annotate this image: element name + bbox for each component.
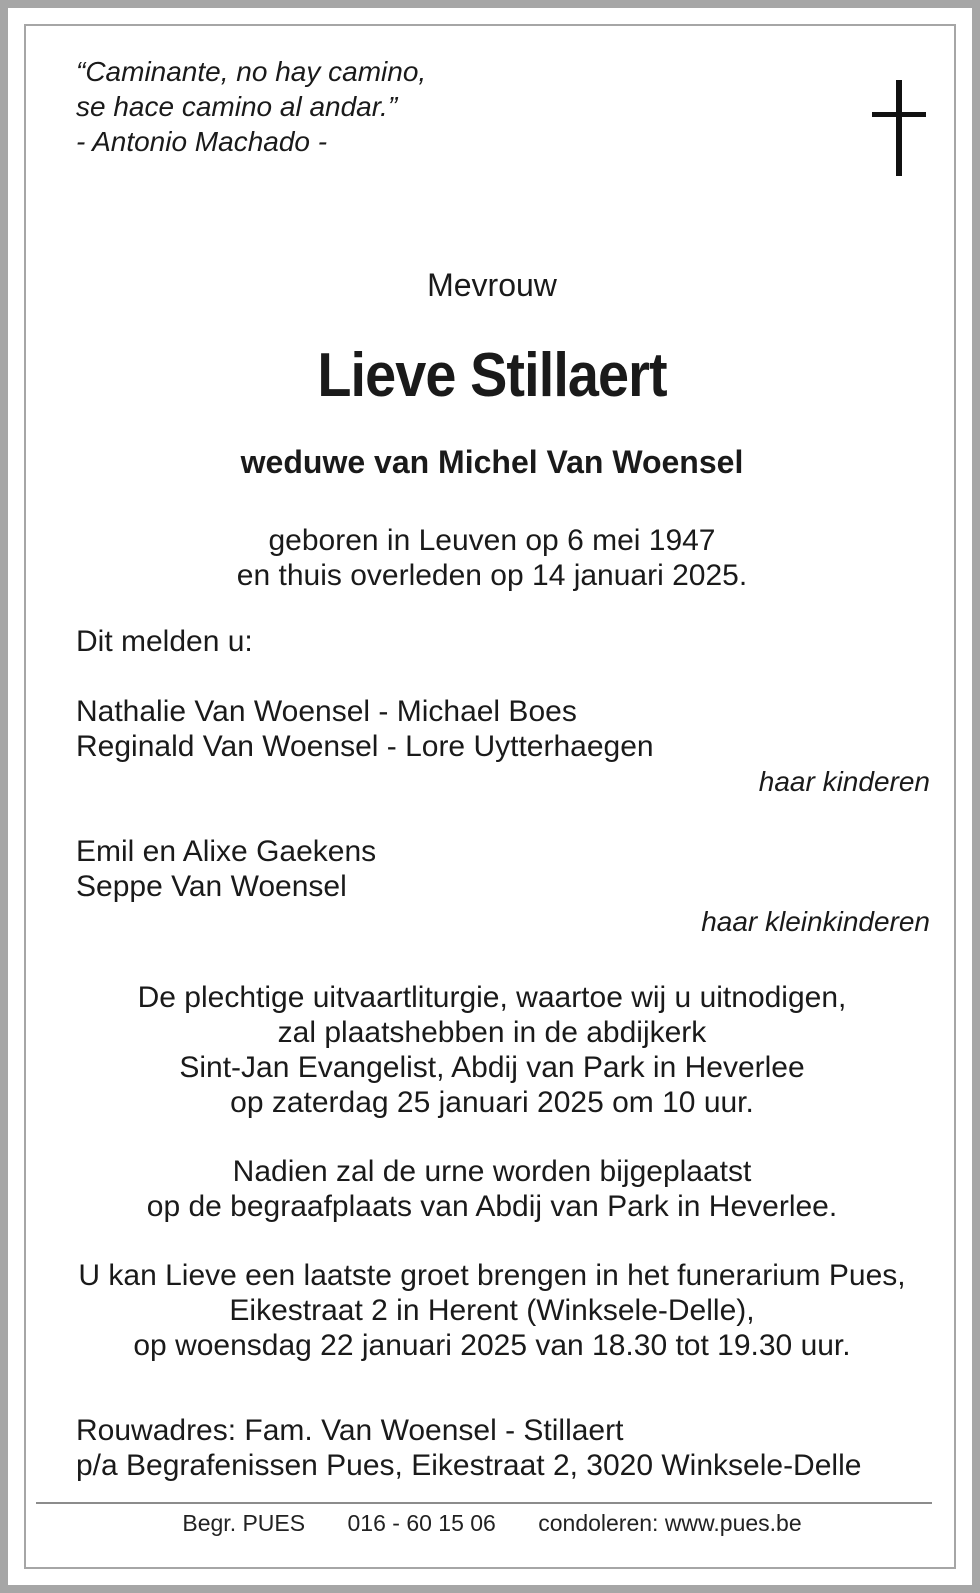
funeral-company: Begr. PUES	[182, 1510, 306, 1536]
address-line: p/a Begrafenissen Pues, Eikestraat 2, 3020 Winksele-Delle	[76, 1449, 862, 1482]
grandchildren-list	[76, 834, 376, 904]
address-line: Rouwadres: Fam. Van Woensel - Stillaert	[76, 1414, 624, 1447]
visitation-paragraph	[26, 1258, 958, 1363]
epigraph-quote	[76, 54, 426, 159]
children-list	[76, 694, 654, 764]
visitation-line: op woensdag 22 januari 2025 van 18.30 tot 19.30 uur.	[133, 1329, 851, 1362]
footer	[26, 1510, 958, 1537]
list-item: Nathalie Van Woensel - Michael Boes	[76, 695, 577, 728]
salutation: Mevrouw	[427, 267, 557, 303]
announce-text: Dit melden u:	[76, 625, 253, 658]
deceased-name: Lieve Stillaert	[317, 341, 667, 410]
quote-line-1: “Caminante, no hay camino,	[76, 56, 427, 87]
mourning-address	[76, 1413, 861, 1483]
widow-of: weduwe van Michel Van Woensel	[240, 444, 744, 480]
grandchildren-role: haar kleinkinderen	[701, 906, 930, 937]
footer-divider	[36, 1502, 932, 1504]
cross-horizontal-bar	[872, 112, 926, 117]
list-item: Seppe Van Woensel	[76, 870, 347, 903]
ceremony-line: Sint-Jan Evangelist, Abdij van Park in Heverlee	[179, 1051, 805, 1084]
urn-paragraph	[26, 1154, 958, 1224]
death-line: en thuis overleden op 14 januari 2025.	[236, 559, 748, 592]
life-dates	[26, 523, 958, 593]
visitation-line: Eikestraat 2 in Herent (Winksele-Delle),	[229, 1294, 755, 1327]
ceremony-line: op zaterdag 25 januari 2025 om 10 uur.	[230, 1086, 754, 1119]
list-item: Reginald Van Woensel - Lore Uytterhaegen	[76, 730, 654, 763]
ceremony-line: zal plaatshebben in de abdijkerk	[277, 1016, 707, 1049]
quote-line-2: se hace camino al andar.”	[76, 91, 398, 122]
birth-line: geboren in Leuven op 6 mei 1947	[268, 524, 716, 557]
condolences-link[interactable]: condoleren: www.pues.be	[538, 1510, 802, 1536]
urn-line: Nadien zal de urne worden bijgeplaatst	[232, 1155, 752, 1188]
obituary-frame	[24, 24, 956, 1569]
urn-line: op de begraafplaats van Abdij van Park in Heverlee.	[146, 1190, 838, 1223]
quote-author: - Antonio Machado -	[76, 126, 328, 157]
phone-number[interactable]: 016 - 60 15 06	[347, 1510, 496, 1536]
obituary-card	[8, 8, 972, 1585]
cross-vertical-bar	[896, 80, 902, 176]
children-role: haar kinderen	[758, 766, 930, 797]
ceremony-paragraph	[26, 980, 958, 1120]
list-item: Emil en Alixe Gaekens	[76, 835, 377, 868]
ceremony-line: De plechtige uitvaartliturgie, waartoe wij u uitnodigen,	[137, 981, 847, 1014]
visitation-line: U kan Lieve een laatste groet brengen in het funerarium Pues,	[78, 1259, 906, 1292]
